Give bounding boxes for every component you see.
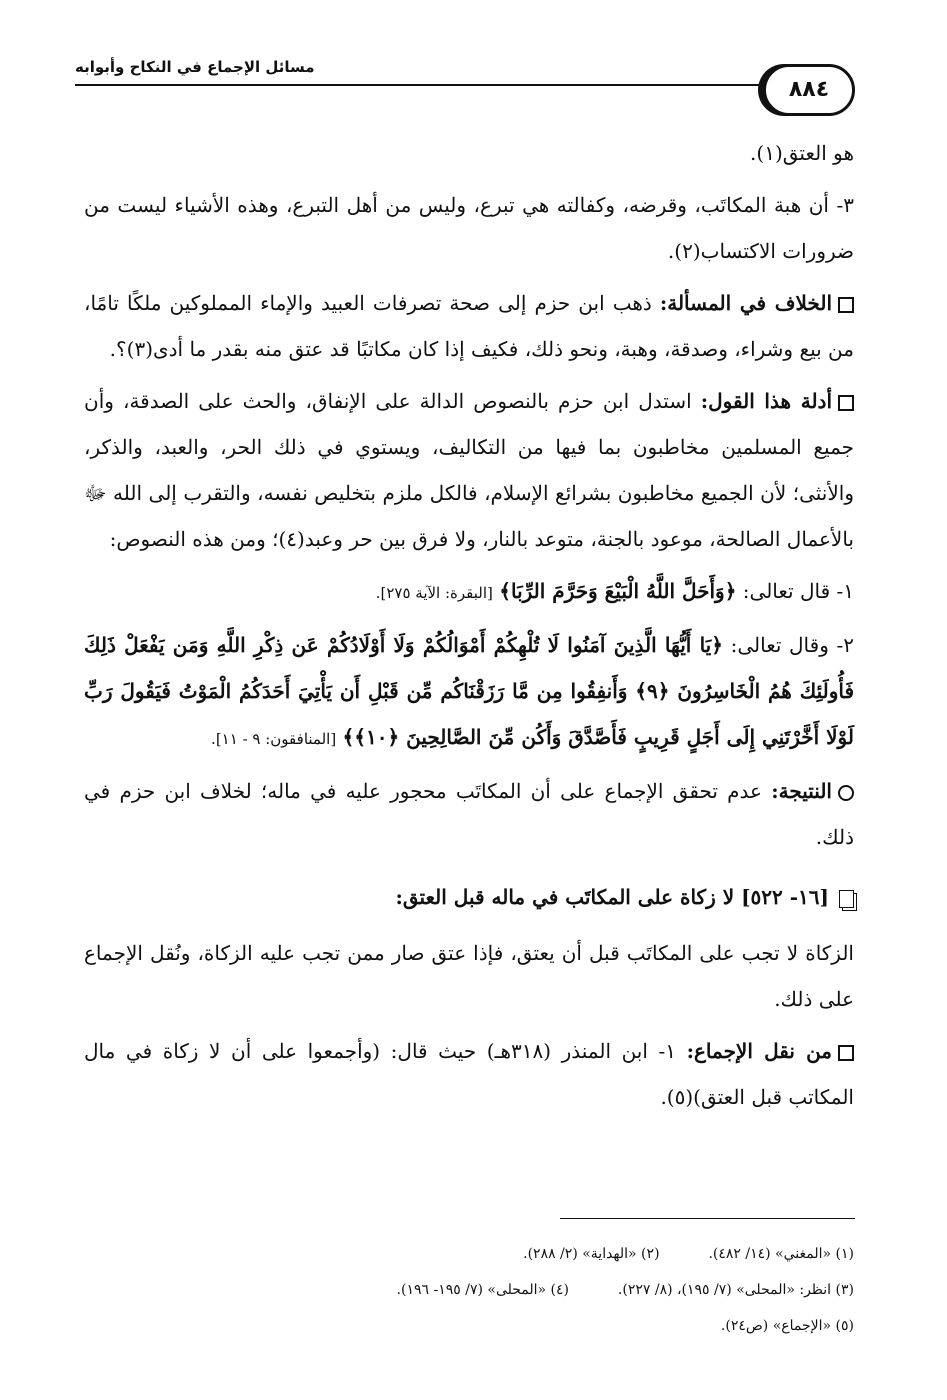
main-text xyxy=(84,130,854,1126)
square-bullet-icon xyxy=(838,395,854,411)
footnotes xyxy=(84,1236,854,1344)
verse-intro: ١- قال تعالى: xyxy=(742,579,854,603)
paragraph-2: ٣- أن هبة المكاتَب، وقرضه، وكفالته هي تبرع، وليس من أهل التبرع، وهذه الأشياء ليست من ضرورات الاكتساب(٢). xyxy=(84,193,854,263)
paragraph-lead: النتيجة: xyxy=(771,779,832,803)
footnote-4: (٤) «المحلى» (٧/ ١٩٥- ١٩٦). xyxy=(396,1282,570,1298)
document-icon xyxy=(839,890,854,908)
paragraph-lead: من نقل الإجماع: xyxy=(686,1039,833,1063)
verse-citation: [المنافقون: ٩ - ١١]. xyxy=(211,730,337,748)
paragraph-text: ذهب ابن حزم إلى صحة تصرفات العبيد والإماء المملوكين ملكًا تامًا، من بيع وشراء، وصدقة، وهبة، ونحو ذلك، فكيف إذا كان مكاتبًا قد عتق منه بقدر ما أدى(٣)؟. xyxy=(84,291,854,361)
paragraph-5: الزكاة لا تجب على المكاتَب قبل أن يعتق، فإذا عتق صار ممن تجب عليه الزكاة، ونُقل الإجماع على ذلك. xyxy=(84,941,854,1011)
paragraph-text: استدل ابن حزم بالنصوص الدالة على الإنفاق، والحث على الصدقة، وأن جميع المسلمين مخاطبون بما فيها من التكاليف، ويستوي في ذلك الحر، والعبد، والذكر، والأنثى؛ لأن الجميع مخاطبون بشرائع الإسلام، فالكل ملزم بتخليص نفسه، والتقرب إلى الله ﷻ بالأعمال الصالحة، موعود بالجنة، متوعد بالنار، ولا فرق بين حر وعبد(٤)؛ ومن هذه النصوص: xyxy=(84,389,854,551)
verse-text: ﴿وَأَحَلَّ اللَّهُ الْبَيْعَ وَحَرَّمَ الرِّبَا﴾ xyxy=(499,579,737,603)
square-bullet-icon xyxy=(838,1045,854,1061)
paragraph-text: عدم تحقق الإجماع على أن المكاتَب محجور عليه في ماله؛ لخلاف ابن حزم في ذلك. xyxy=(84,779,854,849)
footnote-row xyxy=(84,1272,854,1308)
page-header xyxy=(75,48,855,118)
paragraph-text: ١- ابن المنذر (٣١٨هـ) حيث قال: (وأجمعوا على أن لا زكاة في مال المكاتب قبل العتق)(٥). xyxy=(84,1039,854,1109)
footnote-rule xyxy=(560,1218,855,1219)
footnote-3: (٣) انظر: «المحلى» (٧/ ١٩٥)، (٨/ ٢٢٧). xyxy=(617,1282,854,1298)
footnote-row xyxy=(84,1236,854,1272)
paragraph-lead: الخلاف في المسألة: xyxy=(659,291,832,315)
verse-citation: [البقرة: الآية ٢٧٥]. xyxy=(375,584,493,602)
square-bullet-icon xyxy=(838,297,854,313)
paragraph-3 xyxy=(84,280,854,372)
paragraph-1: هو العتق(١). xyxy=(750,141,854,165)
footnote-2: (٢) «الهداية» (٢/ ٢٨٨). xyxy=(523,1246,660,1262)
paragraph-6 xyxy=(84,1028,854,1120)
circle-bullet-icon xyxy=(838,785,854,801)
page-number: ٨٨٤ xyxy=(763,64,855,116)
verse-text: ﴿يَا أَيُّهَا الَّذِينَ آمَنُوا لَا تُلْهِكُمْ أَمْوَالُكُمْ وَلَا أَوْلَادُكُمْ عَن ذِكْرِ اللَّهِ وَمَن يَفْعَلْ ذَلِكَ فَأُولَئِكَ هُمُ الْخَاسِرُونَ ﴿٩﴾ وَأَنفِقُوا مِن مَّا رَزَقْنَاكُم مِّن قَبْلِ أَن يَأْتِيَ أَحَدَكُمُ الْمَوْتُ فَيَقُولَ رَبِّ لَوْلَا أَخَّرْتَنِي إِلَى أَجَلٍ قَرِيبٍ فَأَصَّدَّقَ وَأَكُن مِّنَ الصَّالِحِينَ ﴿١٠﴾﴾ xyxy=(84,633,855,749)
result-paragraph xyxy=(84,768,854,860)
verse-1 xyxy=(84,568,854,616)
running-title: مسائل الإجماع في النكاح وأبوابه xyxy=(75,58,315,76)
section-heading: [١٦- ٥٢٢] لا زكاة على المكاتَب في ماله قبل العتق: xyxy=(84,874,854,920)
paragraph-4 xyxy=(84,378,854,562)
footnote-row xyxy=(84,1308,854,1344)
footnote-1: (١) «المغني» (١٤/ ٤٨٢). xyxy=(708,1246,854,1262)
verse-intro: ٢- وقال تعالى: xyxy=(730,633,855,657)
verse-2 xyxy=(84,622,854,762)
footnote-5: (٥) «الإجماع» (ص٢٤). xyxy=(720,1318,854,1334)
paragraph-lead: أدلة هذا القول: xyxy=(700,389,833,413)
header-rule xyxy=(75,84,775,86)
